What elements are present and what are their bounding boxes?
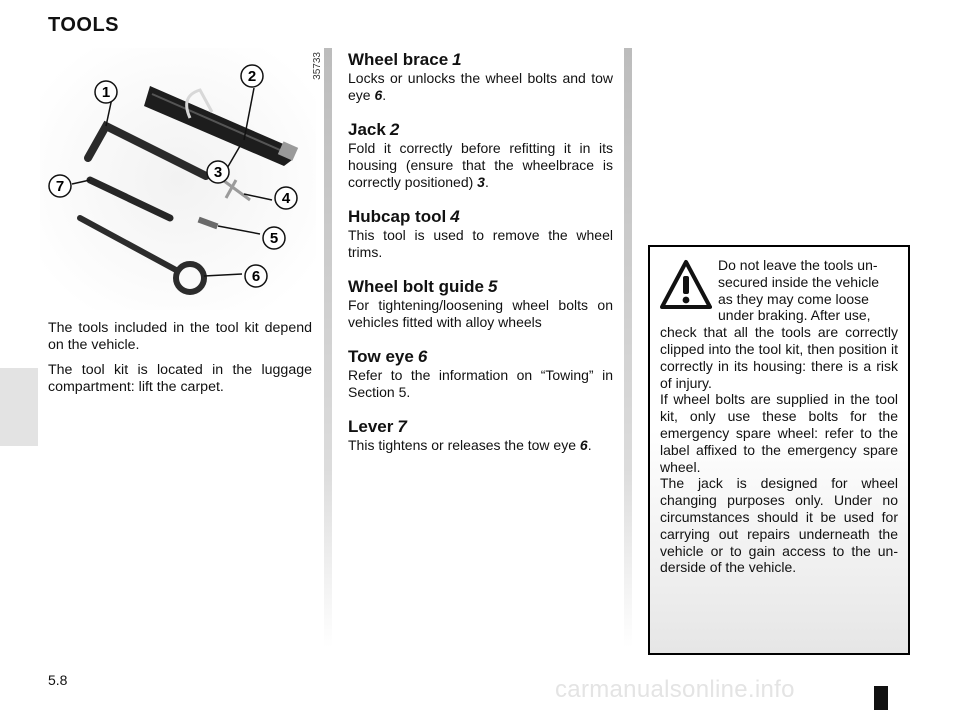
- tool-ref: 6: [374, 87, 383, 103]
- callout-3: [207, 161, 229, 183]
- callout-6: [245, 265, 267, 287]
- tool-number: 2: [389, 120, 400, 139]
- tool-description: This tool is used to remove the wheel trims.: [348, 227, 613, 260]
- footer-mark: [874, 686, 888, 710]
- tool-name: Wheel bolt guide: [348, 277, 484, 296]
- watermark: carmanualsonline.info: [555, 676, 795, 703]
- tool-description: Locks or unlocks the wheel bolts and tow eye: [348, 70, 613, 103]
- tool-number: 7: [397, 417, 407, 436]
- svg-text:7: 7: [55, 178, 65, 195]
- tool-description: This tightens or releases the tow eye: [348, 437, 580, 453]
- tool-number: 4: [450, 207, 460, 226]
- tool-item-wheel-brace: Wheel brace 1 Locks or unlocks the wheel bolts and tow eye 6.: [348, 50, 613, 103]
- warning-text: Do not leave the tools un- secured inside the vehicle as they may come loose under braking. After use, check that all the tools are correctly clipped into the tool kit, then position it correctly in its housing: there is a risk of injury. If wheel bolts are supplied in the tool kit, only use these bolts for the emergency spare wheel: refer to the label affixed to the emergency spare wheel. The jack is designed for wheel changing purposes only. Under no circumstances should it be used for carrying out repairs underneath the vehicle or to gain access to the un-derside of the vehicle.: [660, 257, 898, 576]
- tool-item-wheel-bolt-guide: [348, 277, 613, 331]
- tool-kit-illustration: [40, 48, 316, 310]
- tool-item-jack: Jack 2 Fold it correctly before refitting it in its housing (ensure that the wheelbrace is correctly positioned) 3.: [348, 120, 613, 190]
- svg-text:1: 1: [101, 84, 111, 101]
- tool-name: Wheel brace: [348, 50, 449, 69]
- tool-name: Tow eye: [348, 347, 414, 366]
- callout-5: [263, 227, 285, 249]
- page-number: 5.8: [48, 672, 68, 688]
- intro-paragraph-2: The tool kit is located in the luggage compartment: lift the carpet.: [48, 362, 312, 395]
- intro-paragraph-1: The tools included in the tool kit depend on the vehicle.: [48, 320, 312, 353]
- svg-text:3: 3: [213, 164, 223, 181]
- tool-name: Hubcap tool: [348, 207, 447, 226]
- warning-box: [648, 245, 910, 655]
- column-divider-right: [624, 48, 632, 648]
- svg-text:5: 5: [269, 230, 279, 247]
- tool-kit-figure: [40, 48, 323, 310]
- svg-text:2: 2: [247, 68, 257, 85]
- section-side-tab: [0, 368, 38, 446]
- warning-triangle-icon: [660, 259, 712, 311]
- page-title: TOOLS: [48, 14, 120, 36]
- tool-item-lever: Lever 7 This tightens or releases the tow eye 6.: [348, 417, 592, 453]
- callout-7: [49, 175, 71, 197]
- tool-description: For tightening/loosening wheel bolts on vehicles fitted with alloy wheels: [348, 297, 613, 330]
- callout-4: [275, 187, 297, 209]
- tool-item-tow-eye: [348, 347, 613, 401]
- tool-number: 1: [452, 50, 462, 69]
- tool-list: [348, 50, 613, 470]
- callout-2: [241, 65, 263, 87]
- callout-1: [95, 81, 117, 103]
- tool-number: 6: [417, 347, 428, 366]
- figure-reference: 35733: [312, 52, 323, 80]
- tool-ref: 6: [579, 437, 588, 453]
- tool-ref: 3: [477, 174, 485, 190]
- tool-name: Lever: [348, 417, 394, 436]
- intro-text: [48, 320, 312, 404]
- column-divider-left: [324, 48, 332, 648]
- tool-number: 5: [488, 277, 498, 296]
- tool-item-hubcap-tool: [348, 207, 613, 261]
- tool-description: Refer to the information on “Towing” in Section 5.: [348, 367, 613, 400]
- tool-name: Jack: [348, 120, 386, 139]
- tool-description: Fold it correctly before refitting it in its housing (ensure that the wheelbrace is correctly positioned): [348, 140, 613, 190]
- svg-text:6: 6: [251, 268, 261, 285]
- svg-text:4: 4: [281, 190, 291, 207]
